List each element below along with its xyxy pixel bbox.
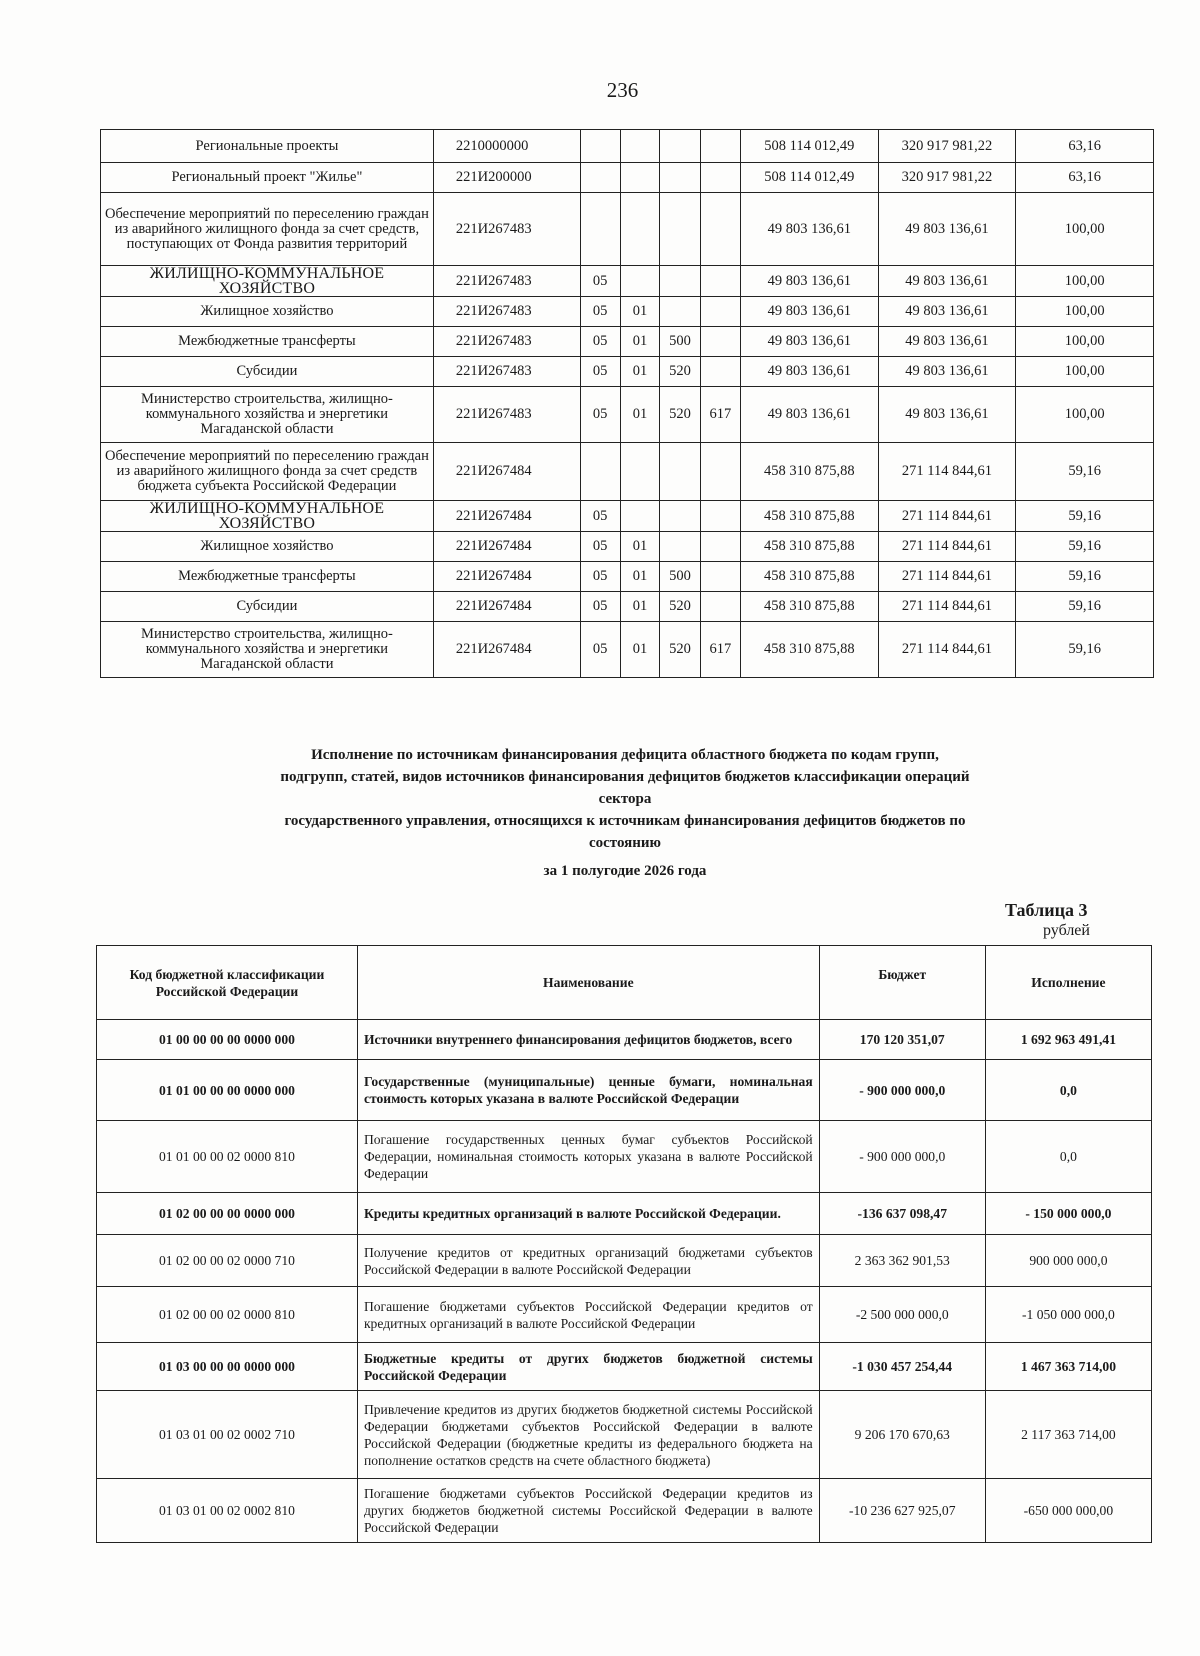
cell-name: Субсидии [101, 357, 434, 387]
table-caption: Таблица 3 [1005, 900, 1088, 920]
cell-fact: 271 114 844,61 [878, 622, 1016, 678]
cell-plan: 458 310 875,88 [740, 592, 878, 622]
cell-budget: - 900 000 000,0 [819, 1121, 985, 1193]
table-row [101, 501, 1154, 532]
cell-section [580, 130, 620, 163]
cell-code: 221И267483 [433, 387, 580, 443]
cell-section: 05 [580, 387, 620, 443]
cell-department [700, 443, 740, 501]
table-row [101, 443, 1154, 501]
cell-code: 221И200000 [433, 163, 580, 193]
cell-fact: 49 803 136,61 [878, 357, 1016, 387]
section-title-line: состоянию [588, 835, 662, 851]
cell-code: 01 01 00 00 00 0000 000 [97, 1060, 358, 1121]
cell-section [580, 443, 620, 501]
cell-subsection [620, 443, 660, 501]
cell-plan: 49 803 136,61 [740, 327, 878, 357]
cell-fact: 271 114 844,61 [878, 592, 1016, 622]
table-row [97, 1020, 1152, 1060]
cell-fact: 49 803 136,61 [878, 387, 1016, 443]
cell-name: Получение кредитов от кредитных организаций бюджетами субъектов Российской Федерации в валюте Российской Федерации [357, 1235, 819, 1287]
cell-code: 01 01 00 00 02 0000 810 [97, 1121, 358, 1193]
table-row [101, 327, 1154, 357]
cell-percent: 59,16 [1016, 622, 1154, 678]
cell-department [700, 357, 740, 387]
cell-section: 05 [580, 297, 620, 327]
cell-section [580, 193, 620, 266]
cell-percent: 100,00 [1016, 266, 1154, 297]
cell-percent: 59,16 [1016, 592, 1154, 622]
cell-section: 05 [580, 266, 620, 297]
cell-expense-type [660, 163, 700, 193]
cell-code: 221И267484 [433, 443, 580, 501]
cell-execution: -650 000 000,00 [985, 1479, 1151, 1543]
cell-code: 221И267484 [433, 562, 580, 592]
cell-fact: 271 114 844,61 [878, 532, 1016, 562]
cell-subsection [620, 130, 660, 163]
cell-department [700, 501, 740, 532]
cell-subsection [620, 193, 660, 266]
table-row [101, 163, 1154, 193]
cell-expense-type [660, 297, 700, 327]
cell-name: Региональный проект "Жилье" [101, 163, 434, 193]
cell-budget: 170 120 351,07 [819, 1020, 985, 1060]
cell-execution: 1 467 363 714,00 [985, 1343, 1151, 1391]
table-header-row [97, 946, 1152, 1020]
cell-name: Источники внутреннего финансирования дефицитов бюджетов, всего [357, 1020, 819, 1060]
table-row [101, 532, 1154, 562]
cell-name: Министерство строительства, жилищно-коммунального хозяйства и энергетики Магаданской области [101, 387, 434, 443]
table-row [101, 562, 1154, 592]
cell-fact: 49 803 136,61 [878, 297, 1016, 327]
cell-department [700, 327, 740, 357]
cell-expense-type [660, 443, 700, 501]
cell-section: 05 [580, 501, 620, 532]
cell-plan: 508 114 012,49 [740, 163, 878, 193]
cell-fact: 271 114 844,61 [878, 501, 1016, 532]
cell-subsection: 01 [620, 532, 660, 562]
table-row [101, 387, 1154, 443]
section-title-line: государственного управления, относящихся к источникам финансирования дефицитов бюджетов по [284, 813, 966, 829]
cell-code: 221И267483 [433, 297, 580, 327]
table-row [97, 1121, 1152, 1193]
cell-budget: 2 363 362 901,53 [819, 1235, 985, 1287]
cell-percent: 100,00 [1016, 297, 1154, 327]
cell-budget: - 900 000 000,0 [819, 1060, 985, 1121]
cell-fact: 49 803 136,61 [878, 193, 1016, 266]
cell-department: 617 [700, 622, 740, 678]
cell-name: Обеспечение мероприятий по переселению граждан из аварийного жилищного фонда за счет средств, поступающих от Фонда развития территорий [101, 193, 434, 266]
cell-code: 01 02 00 00 02 0000 810 [97, 1287, 358, 1343]
cell-subsection [620, 163, 660, 193]
header-execution: Исполнение [985, 946, 1151, 1020]
cell-expense-type: 500 [660, 562, 700, 592]
header-code: Код бюджетной классификации Российской Федерации [97, 946, 358, 1020]
cell-name: Погашение государственных ценных бумаг субъектов Российской Федерации, номинальная стоимость которых указана в валюте Российской Федерации [357, 1121, 819, 1193]
cell-plan: 458 310 875,88 [740, 443, 878, 501]
table-row [97, 1235, 1152, 1287]
table-row [97, 1060, 1152, 1121]
cell-subsection: 01 [620, 387, 660, 443]
cell-budget: -2 500 000 000,0 [819, 1287, 985, 1343]
cell-code: 01 03 00 00 00 0000 000 [97, 1343, 358, 1391]
cell-code: 01 03 01 00 02 0002 810 [97, 1479, 358, 1543]
cell-name: Межбюджетные трансферты [101, 327, 434, 357]
cell-expense-type: 520 [660, 622, 700, 678]
cell-plan: 49 803 136,61 [740, 387, 878, 443]
cell-fact: 271 114 844,61 [878, 562, 1016, 592]
cell-expense-type [660, 130, 700, 163]
cell-fact: 271 114 844,61 [878, 443, 1016, 501]
cell-department [700, 297, 740, 327]
cell-department [700, 562, 740, 592]
cell-section: 05 [580, 562, 620, 592]
cell-plan: 458 310 875,88 [740, 532, 878, 562]
cell-execution: 0,0 [985, 1121, 1151, 1193]
cell-fact: 320 917 981,22 [878, 163, 1016, 193]
cell-section: 05 [580, 622, 620, 678]
table-row [101, 266, 1154, 297]
cell-plan: 49 803 136,61 [740, 266, 878, 297]
cell-section [580, 163, 620, 193]
cell-department [700, 193, 740, 266]
cell-subsection: 01 [620, 592, 660, 622]
cell-fact: 49 803 136,61 [878, 327, 1016, 357]
cell-expense-type: 500 [660, 327, 700, 357]
cell-plan: 458 310 875,88 [740, 622, 878, 678]
cell-plan: 49 803 136,61 [740, 297, 878, 327]
cell-code: 221И267483 [433, 327, 580, 357]
cell-subsection [620, 266, 660, 297]
table-row [101, 357, 1154, 387]
section-title-line: сектора [598, 791, 652, 807]
cell-percent: 59,16 [1016, 443, 1154, 501]
page-number: 236 [606, 78, 639, 102]
cell-percent: 100,00 [1016, 357, 1154, 387]
cell-code: 221И267484 [433, 622, 580, 678]
header-budget: Бюджет [819, 946, 985, 1020]
cell-execution: 900 000 000,0 [985, 1235, 1151, 1287]
cell-execution: - 150 000 000,0 [985, 1193, 1151, 1235]
cell-execution: -1 050 000 000,0 [985, 1287, 1151, 1343]
cell-department [700, 266, 740, 297]
cell-percent: 100,00 [1016, 193, 1154, 266]
cell-fact: 320 917 981,22 [878, 130, 1016, 163]
cell-plan: 508 114 012,49 [740, 130, 878, 163]
cell-name: ЖИЛИЩНО-КОММУНАЛЬНОЕ ХОЗЯЙСТВО [101, 266, 434, 297]
cell-budget: -136 637 098,47 [819, 1193, 985, 1235]
cell-name: Кредиты кредитных организаций в валюте Российской Федерации. [357, 1193, 819, 1235]
cell-subsection: 01 [620, 622, 660, 678]
table-row [101, 130, 1154, 163]
cell-expense-type: 520 [660, 357, 700, 387]
financing-sources-table [96, 945, 1152, 1543]
cell-code: 01 02 00 00 02 0000 710 [97, 1235, 358, 1287]
cell-code: 01 02 00 00 00 0000 000 [97, 1193, 358, 1235]
cell-name: Жилищное хозяйство [101, 532, 434, 562]
cell-code: 221И267484 [433, 501, 580, 532]
table-row [97, 1343, 1152, 1391]
table-row [101, 592, 1154, 622]
cell-percent: 59,16 [1016, 562, 1154, 592]
cell-section: 05 [580, 357, 620, 387]
cell-code: 221И267483 [433, 193, 580, 266]
cell-name: Субсидии [101, 592, 434, 622]
cell-plan: 458 310 875,88 [740, 562, 878, 592]
cell-name: Погашение бюджетами субъектов Российской Федерации кредитов от кредитных организаций в валюте Российской Федерации [357, 1287, 819, 1343]
table-row [97, 1479, 1152, 1543]
section-title-line: подгрупп, статей, видов источников финансирования дефицитов бюджетов классификации операций [280, 769, 970, 785]
table-row [101, 622, 1154, 678]
cell-code: 221И267484 [433, 592, 580, 622]
cell-name: Государственные (муниципальные) ценные бумаги, номинальная стоимость которых указана в валюте Российской Федерации [357, 1060, 819, 1121]
cell-percent: 59,16 [1016, 532, 1154, 562]
cell-subsection [620, 501, 660, 532]
cell-department [700, 592, 740, 622]
section-title [190, 744, 1060, 882]
cell-percent: 63,16 [1016, 163, 1154, 193]
cell-expense-type: 520 [660, 592, 700, 622]
table-row [97, 1193, 1152, 1235]
cell-plan: 49 803 136,61 [740, 357, 878, 387]
cell-name: Министерство строительства, жилищно-коммунального хозяйства и энергетики Магаданской области [101, 622, 434, 678]
cell-expense-type: 520 [660, 387, 700, 443]
cell-subsection: 01 [620, 327, 660, 357]
cell-percent: 100,00 [1016, 387, 1154, 443]
cell-execution: 0,0 [985, 1060, 1151, 1121]
cell-expense-type [660, 532, 700, 562]
cell-name: Межбюджетные трансферты [101, 562, 434, 592]
expenditure-table [100, 129, 1154, 678]
cell-name: Жилищное хозяйство [101, 297, 434, 327]
section-title-line: за 1 полугодие 2026 года [543, 863, 707, 879]
cell-name: Привлечение кредитов из других бюджетов бюджетной системы Российской Федерации бюджетами субъектов Российской Федерации в валюте Российской Федерации (бюджетные кредиты из федерального бюджета на пополнение остатков средств на счете областного бюджета) [357, 1391, 819, 1479]
cell-name: Погашение бюджетами субъектов Российской Федерации кредитов из других бюджетов бюджетной системы Российской Федерации в валюте Российской Федерации [357, 1479, 819, 1543]
cell-expense-type [660, 501, 700, 532]
table-row [101, 297, 1154, 327]
cell-budget: 9 206 170 670,63 [819, 1391, 985, 1479]
cell-name: Обеспечение мероприятий по переселению граждан из аварийного жилищного фонда за счет средств бюджета субъекта Российской Федерации [101, 443, 434, 501]
cell-code: 221И267483 [433, 266, 580, 297]
units-label: рублей [1043, 922, 1090, 939]
cell-subsection: 01 [620, 297, 660, 327]
cell-code: 221И267484 [433, 532, 580, 562]
cell-budget: -1 030 457 254,44 [819, 1343, 985, 1391]
cell-subsection: 01 [620, 357, 660, 387]
cell-plan: 458 310 875,88 [740, 501, 878, 532]
cell-budget: -10 236 627 925,07 [819, 1479, 985, 1543]
header-name: Наименование [357, 946, 819, 1020]
cell-plan: 49 803 136,61 [740, 193, 878, 266]
cell-department [700, 532, 740, 562]
cell-execution: 1 692 963 491,41 [985, 1020, 1151, 1060]
cell-department [700, 130, 740, 163]
cell-section: 05 [580, 592, 620, 622]
cell-percent: 59,16 [1016, 501, 1154, 532]
cell-code: 01 00 00 00 00 0000 000 [97, 1020, 358, 1060]
cell-section: 05 [580, 532, 620, 562]
cell-name: ЖИЛИЩНО-КОММУНАЛЬНОЕ ХОЗЯЙСТВО [101, 501, 434, 532]
cell-code: 2210000000 [433, 130, 580, 163]
section-title-line: Исполнение по источникам финансирования дефицита областного бюджета по кодам групп, [311, 747, 939, 763]
cell-expense-type [660, 266, 700, 297]
cell-name: Региональные проекты [101, 130, 434, 163]
cell-percent: 100,00 [1016, 327, 1154, 357]
cell-department [700, 163, 740, 193]
cell-fact: 49 803 136,61 [878, 266, 1016, 297]
cell-subsection: 01 [620, 562, 660, 592]
cell-code: 221И267483 [433, 357, 580, 387]
cell-expense-type [660, 193, 700, 266]
table-row [101, 193, 1154, 266]
cell-department: 617 [700, 387, 740, 443]
table-row [97, 1391, 1152, 1479]
cell-execution: 2 117 363 714,00 [985, 1391, 1151, 1479]
cell-section: 05 [580, 327, 620, 357]
table-row [97, 1287, 1152, 1343]
cell-percent: 63,16 [1016, 130, 1154, 163]
cell-code: 01 03 01 00 02 0002 710 [97, 1391, 358, 1479]
cell-name: Бюджетные кредиты от других бюджетов бюджетной системы Российской Федерации [357, 1343, 819, 1391]
